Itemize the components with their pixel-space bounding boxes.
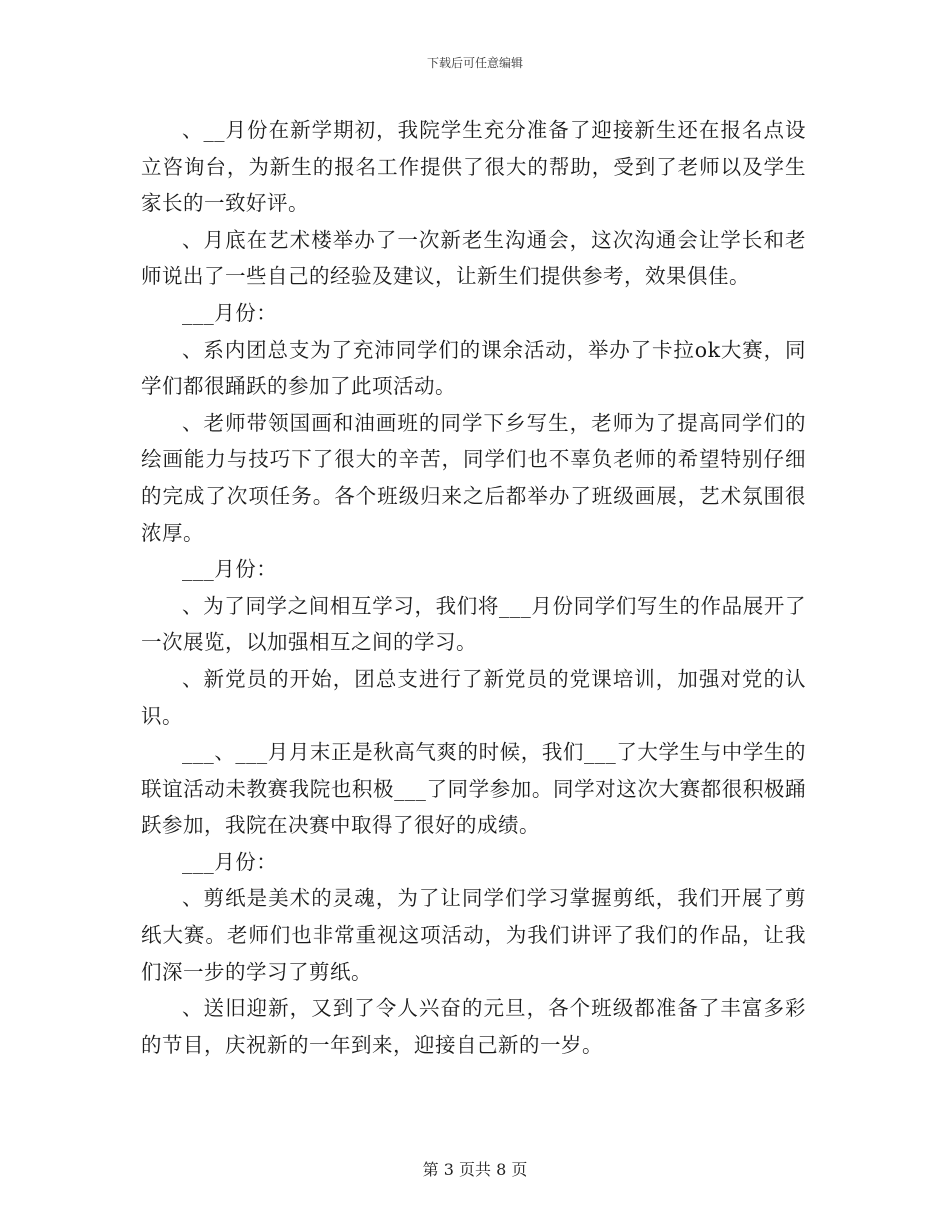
paragraph: 、__月份在新学期初，我院学生充分准备了迎接新生还在报名点设立咨询台，为新生的报名工作提供了很大的帮助，受到了老师以及学生家长的一致好评。 — [141, 118, 806, 216]
page-header: 下载后可任意编辑 — [426, 56, 523, 70]
page-number: 第 3 页共 8 页 — [422, 1160, 528, 1179]
paragraph: 、送旧迎新，又到了令人兴奋的元旦，各个班级都准备了丰富多彩的节目，庆祝新的一年到来，迎接自己新的一岁。 — [141, 996, 806, 1057]
paragraph: 、剪纸是美术的灵魂，为了让同学们学习掌握剪纸，我们开展了剪纸大赛。老师们也非常重视这项活动，为我们讲评了我们的作品，让我们深一步的学习了剪纸。 — [141, 886, 806, 984]
paragraph: 、为了同学之间相互学习，我们将___月份同学们写生的作品展开了一次展览，以加强相互之间的学习。 — [141, 593, 806, 655]
section-heading: ___月份： — [182, 557, 278, 582]
paragraph: 、月底在艺术楼举办了一次新老生沟通会，这次沟通会让学长和老师说出了一些自己的经验及建议，让新生们提供参考，效果俱佳。 — [141, 227, 806, 289]
section-heading: ___月份： — [182, 300, 278, 325]
paragraph: 、新党员的开始，团总支进行了新党员的党课培训，加强对党的认识。 — [141, 666, 806, 728]
document-body — [141, 112, 806, 1063]
section-heading: ___月份： — [182, 849, 278, 874]
paragraph: 、老师带领国画和油画班的同学下乡写生，老师为了提高同学们的绘画能力与技巧下了很大的辛苦，同学们也不辜负老师的希望特别仔细的完成了次项任务。各个班级归来之后都举办了班级画展，艺术氛围很浓厚。 — [141, 410, 806, 545]
paragraph: 、系内团总支为了充沛同学们的课余活动，举办了卡拉ok大赛，同学们都很踊跃的参加了此项活动。 — [141, 337, 806, 399]
paragraph: ___、___月月末正是秋高气爽的时候，我们___了大学生与中学生的联谊活动未教赛我院也积极___了同学参加。同学对这次大赛都很积极踊跃参加，我院在决赛中取得了很好的成绩。 — [141, 740, 806, 838]
